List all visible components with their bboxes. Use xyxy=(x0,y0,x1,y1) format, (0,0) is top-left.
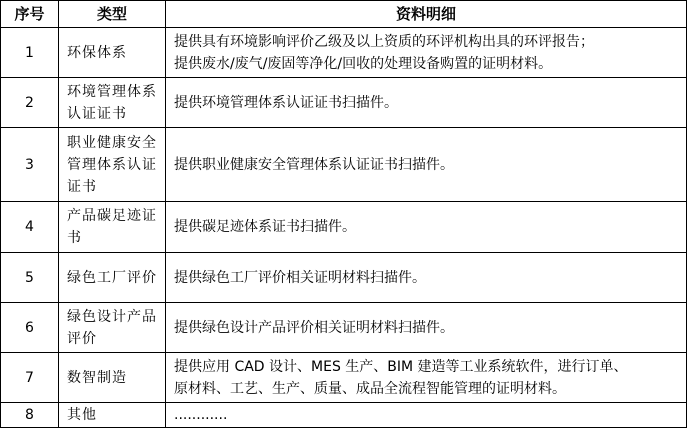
row-no: 8 xyxy=(1,403,59,428)
row-type: 其他 xyxy=(59,403,166,428)
table-row xyxy=(1,353,687,403)
detail-line: 提供碳足迹体系证书扫描件。 xyxy=(174,219,356,235)
row-no: 5 xyxy=(1,253,59,303)
row-type: 环境管理体系认证证书 xyxy=(59,78,166,128)
row-no: 1 xyxy=(1,28,59,78)
detail-line: 原材料、工艺、生产、质量、成品全流程智能管理的证明材料。 xyxy=(174,380,566,397)
detail-line: 提供绿色设计产品评价相关证明材料扫描件。 xyxy=(174,319,454,336)
row-type: 绿色设计产品评价 xyxy=(59,303,166,353)
detail-line: 提供应用 CAD 设计、MES 生产、BIM 建造等工业系统软件，进行订单、 xyxy=(174,358,628,375)
header-type: 类型 xyxy=(59,1,166,28)
row-no: 7 xyxy=(1,353,59,403)
table-row xyxy=(1,303,687,353)
row-type: 数智制造 xyxy=(59,353,166,403)
table-row xyxy=(1,28,687,78)
table-row xyxy=(1,253,687,303)
table-header xyxy=(1,1,687,28)
row-type: 职业健康安全管理体系认证证书 xyxy=(59,128,166,202)
row-detail xyxy=(166,128,687,202)
header-row xyxy=(1,1,687,28)
table-row xyxy=(1,78,687,128)
row-no: 2 xyxy=(1,78,59,128)
row-detail xyxy=(166,403,687,428)
table-row xyxy=(1,202,687,253)
detail-line: 提供具有环境影响评价乙级及以上资质的环评机构出具的环评报告； xyxy=(174,33,594,50)
row-detail xyxy=(166,28,687,78)
row-detail xyxy=(166,253,687,303)
detail-line: 提供环境管理体系认证证书扫描件。 xyxy=(174,94,398,111)
detail-line: 提供废水/废气/废固等净化/回收的处理设备购置的证明材料。 xyxy=(174,55,553,72)
header-detail: 资料明细 xyxy=(166,1,687,28)
detail-line: ............ xyxy=(174,407,228,423)
table-row xyxy=(1,128,687,202)
row-type: 绿色工厂评价 xyxy=(59,253,166,303)
detail-line: 提供职业健康安全管理体系认证证书扫描件。 xyxy=(174,156,454,173)
row-detail xyxy=(166,353,687,403)
header-no: 序号 xyxy=(1,1,59,28)
row-detail xyxy=(166,303,687,353)
row-detail xyxy=(166,78,687,128)
table-row xyxy=(1,403,687,428)
row-no: 4 xyxy=(1,202,59,253)
row-detail xyxy=(166,202,687,253)
row-no: 6 xyxy=(1,303,59,353)
row-type: 环保体系 xyxy=(59,28,166,78)
detail-line: 提供绿色工厂评价相关证明材料扫描件。 xyxy=(174,269,426,286)
row-no: 3 xyxy=(1,128,59,202)
table-body xyxy=(1,28,687,428)
row-type: 产品碳足迹证书 xyxy=(59,202,166,253)
